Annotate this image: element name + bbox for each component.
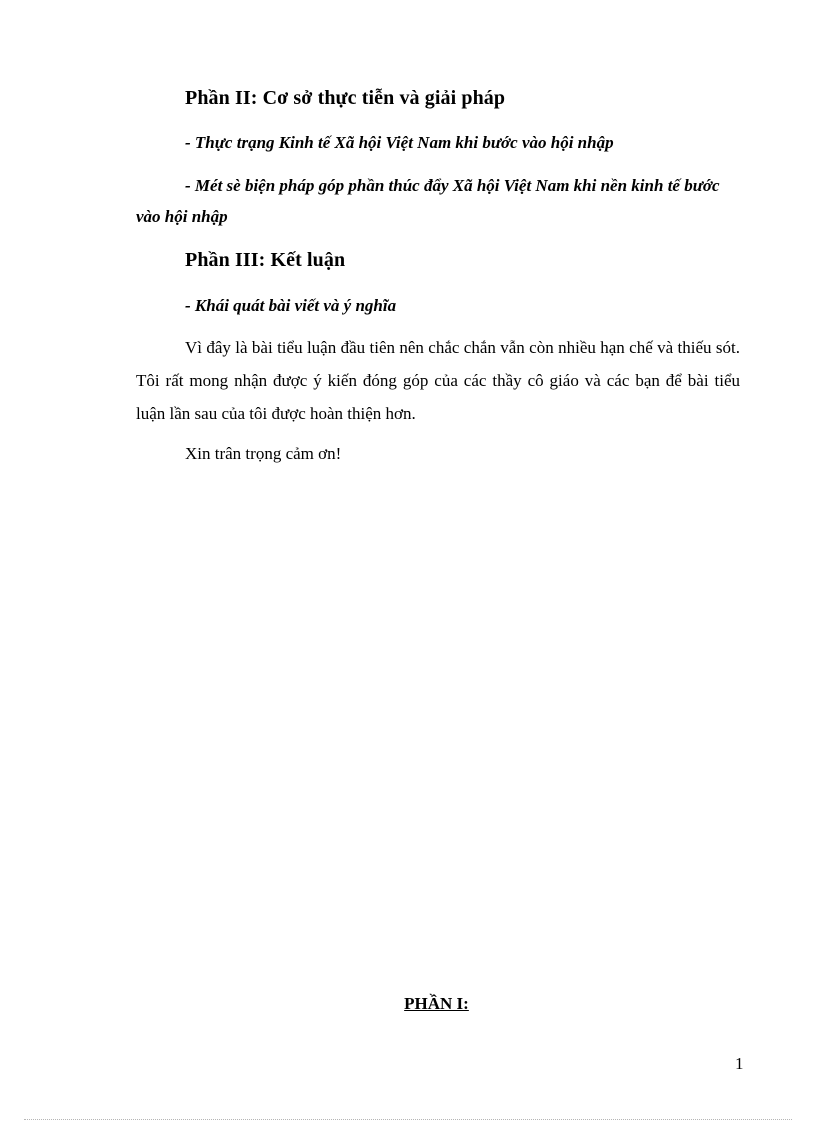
closing-paragraph: Vì đây là bài tiểu luận đầu tiên nên chắc chắn vẫn còn nhiều hạn chế và thiếu sót. Tôi rất mong nhận được ý kiến đóng góp của các thầy cô giáo và các bạn để bài tiểu luận lần sau của tôi được hoàn thiện hơn. <box>136 338 740 423</box>
page-number: 1 <box>735 1054 744 1073</box>
part-2-item-measures: - Mét sè biện pháp góp phần thúc đẩy Xã hội Việt Nam khi nền kinh tế bước vào hội nhập <box>136 176 720 226</box>
next-part-title: PHẦN I: <box>404 994 469 1013</box>
part-3-item-summary: - Khái quát bài viết và ý nghĩa <box>185 296 397 315</box>
part-2-item-current-situation: - Thực trạng Kinh tế Xã hội Việt Nam khi bước vào hội nhập <box>185 133 614 152</box>
section-heading-part-3: Phần III: Kết luận <box>185 249 346 271</box>
section-heading-part-2: Phần II: Cơ sở thực tiễn và giải pháp <box>185 87 506 109</box>
thanks-line: Xin trân trọng cảm ơn! <box>185 444 342 463</box>
page-bottom-border <box>24 1119 792 1120</box>
